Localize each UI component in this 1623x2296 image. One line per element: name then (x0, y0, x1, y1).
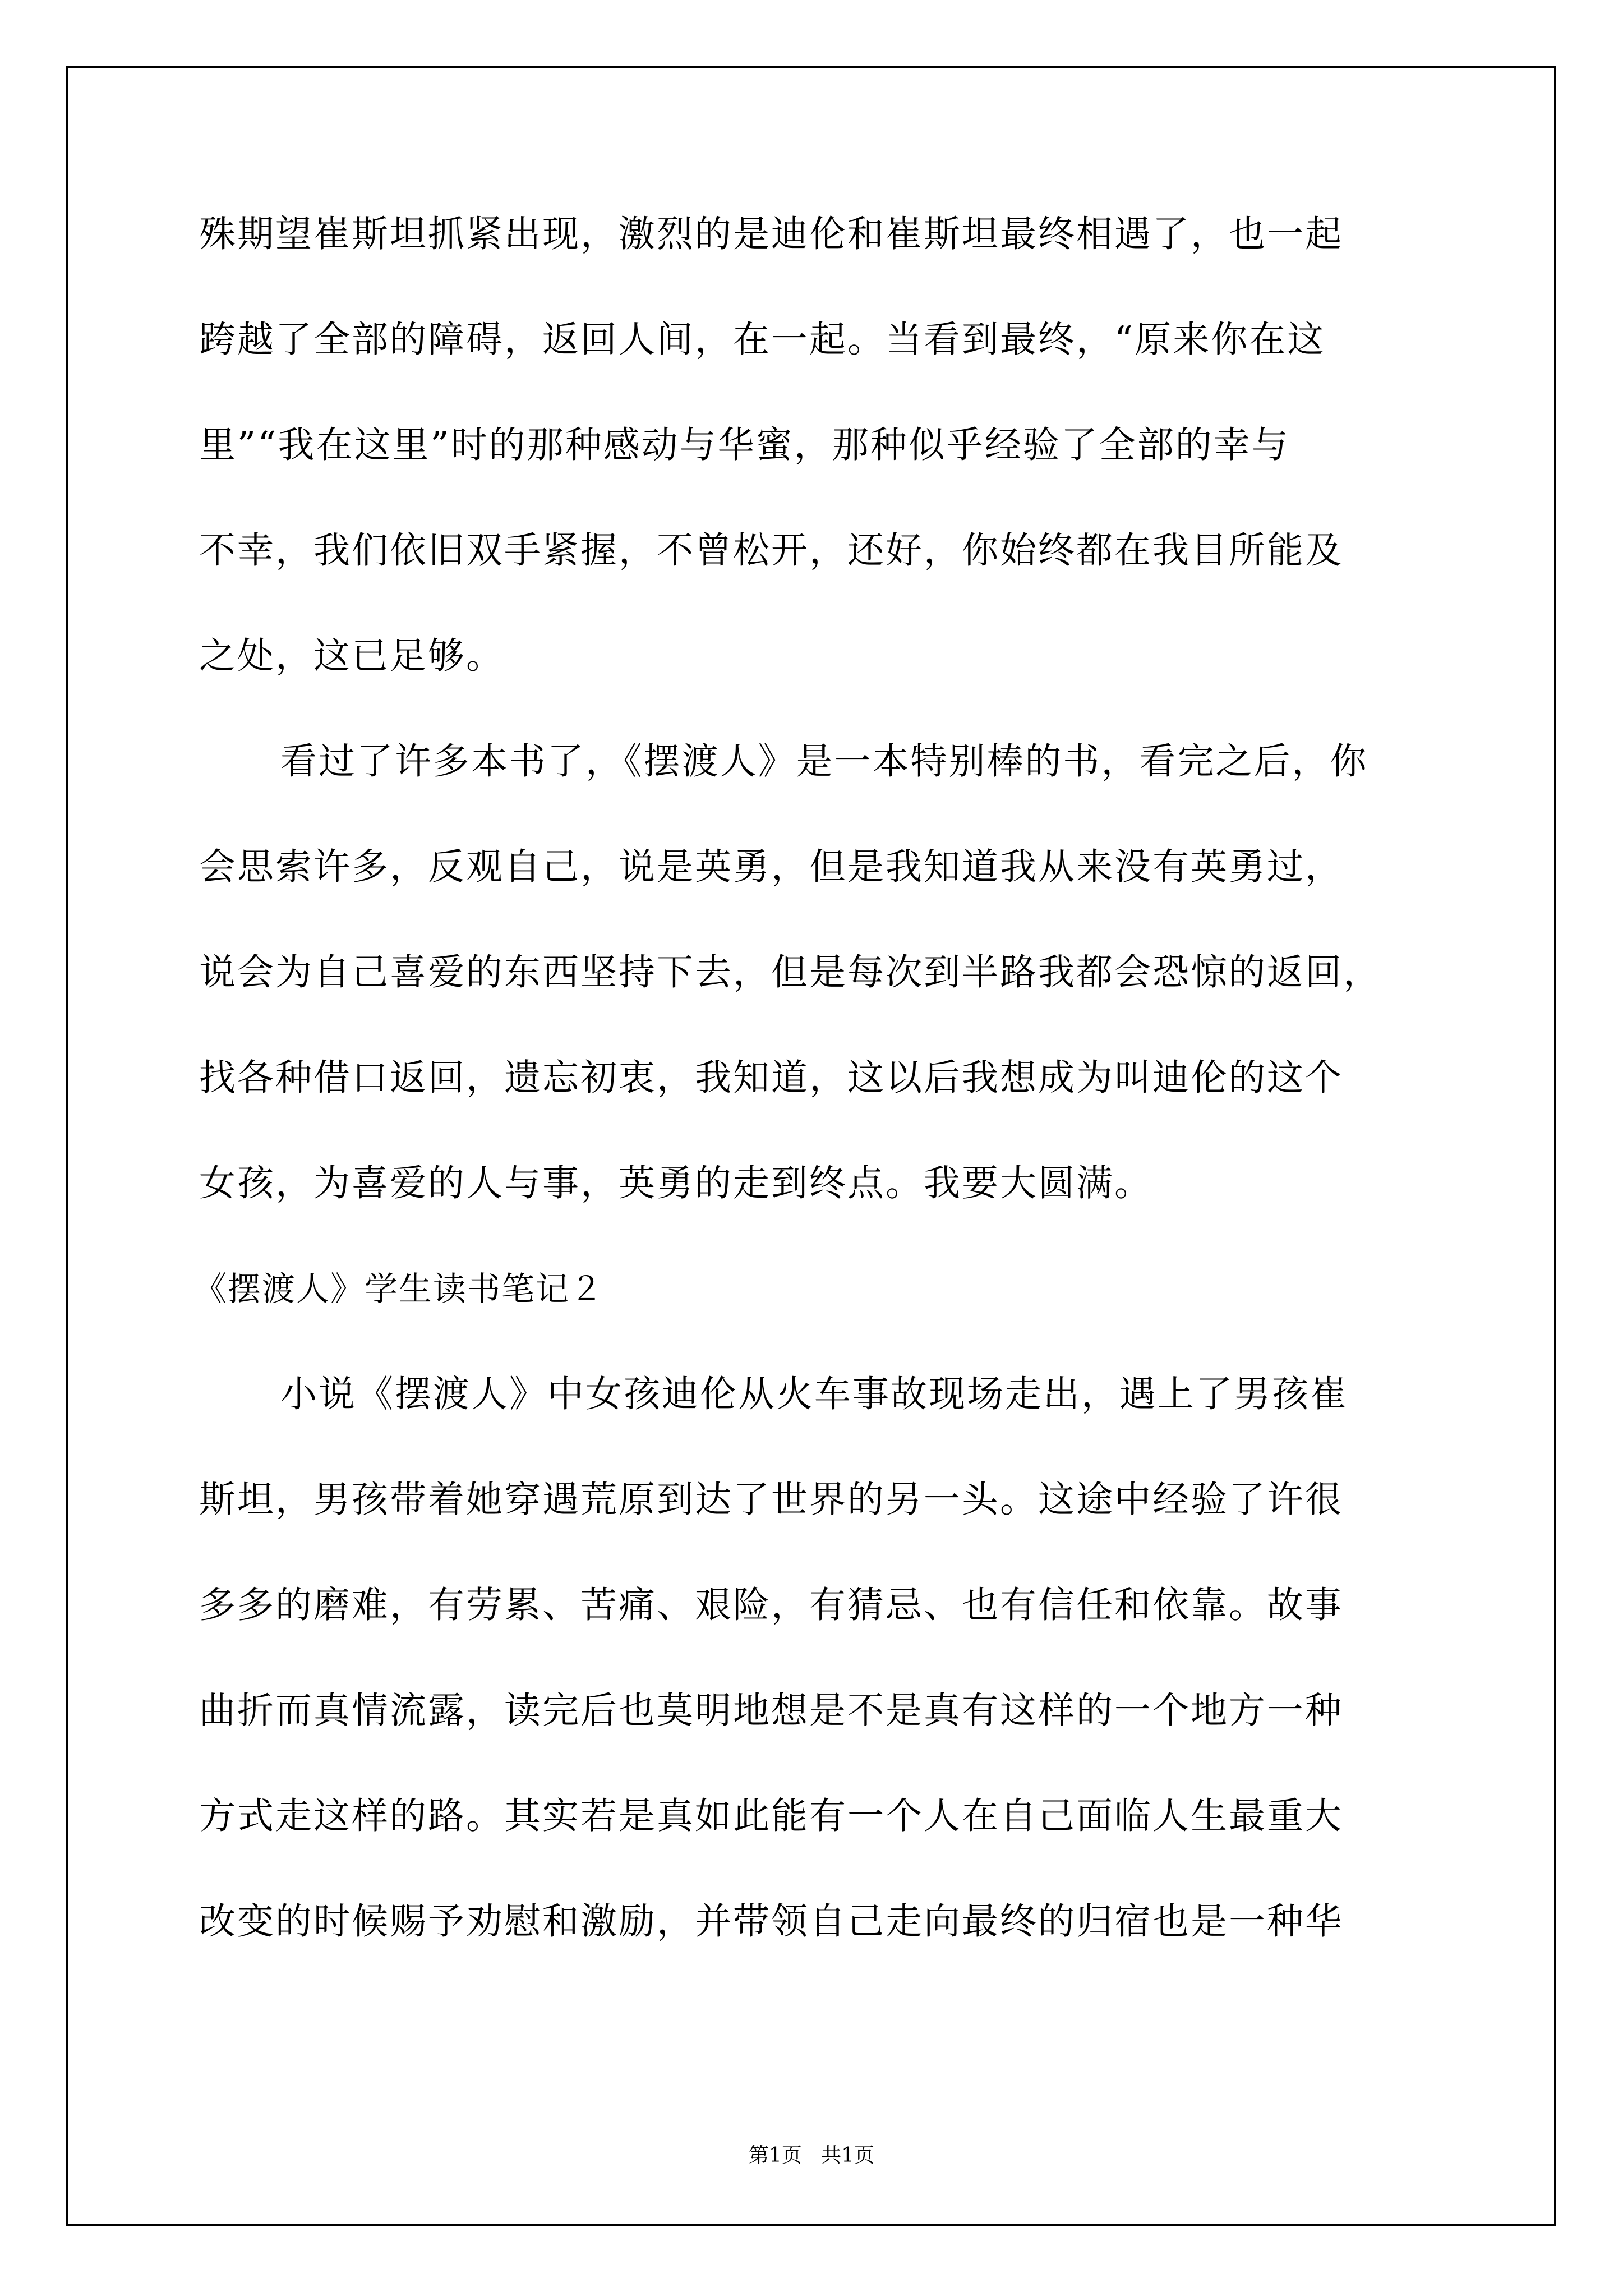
paragraph-line: 跨越了全部的障碍，返回人间，在一起。当看到最终，“原来你在这 (199, 319, 1326, 361)
paragraph-line: 多多的磨难，有劳累、苦痛、艰险，有猜忌、也有信任和依靠。故事 (199, 1584, 1344, 1626)
paragraph-line: 殊期望崔斯坦抓紧出现，激烈的是迪伦和崔斯坦最终相遇了，也一起 (199, 213, 1344, 255)
paragraph-line: 看过了许多本书了，《摆渡人》是一本特别棒的书，看完之后，你 (280, 740, 1368, 783)
paragraph-line: 改变的时候赐予劝慰和激励，并带领自己走向最终的归宿也是一种华 (199, 1901, 1344, 1943)
paragraph-line: 会思索许多，反观自己，说是英勇，但是我知道我从来没有英勇过， (199, 846, 1344, 888)
paragraph-line: 曲折而真情流露，读完后也莫明地想是不是真有这样的一个地方一种 (199, 1690, 1344, 1732)
page-footer: 第1页 共1页 (748, 2144, 875, 2167)
paragraph-line: 女孩，为喜爱的人与事，英勇的走到终点。我要大圆满。 (199, 1162, 1153, 1204)
paragraph-line: 斯坦，男孩带着她穿遇荒原到达了世界的另一头。这途中经验了许很 (199, 1479, 1344, 1521)
paragraph-line: 说会为自己喜爱的东西坚持下去，但是每次到半路我都会恐惊的返回， (199, 951, 1382, 993)
paragraph-line: 小说《摆渡人》中女孩迪伦从火车事故现场走出，遇上了男孩崔 (280, 1373, 1349, 1415)
paragraph-line: 里”“我在这里”时的那种感动与华蜜，那种似乎经验了全部的幸与 (199, 424, 1290, 466)
paragraph-line: 不幸，我们依旧双手紧握，不曾松开，还好，你始终都在我目所能及 (199, 530, 1344, 572)
section-heading: 《摆渡人》学生读书笔记２ (193, 1269, 605, 1308)
paragraph-line: 找各种借口返回，遗忘初衷，我知道，这以后我想成为叫迪伦的这个 (199, 1057, 1344, 1099)
paragraph-line: 之处，这已足够。 (199, 635, 505, 677)
paragraph-line: 方式走这样的路。其实若是真如此能有一个人在自己面临人生最重大 (199, 1795, 1344, 1837)
